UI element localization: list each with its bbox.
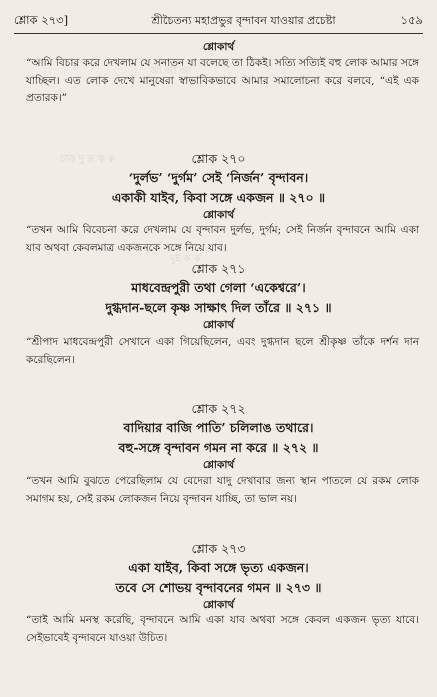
translation-paragraph: “আমি বিচার করে দেখলাম যে সনাতন যা বলেছে তা ঠিকই। সত্যি সত্যিই বহু লোক আমার সঙ্গে যাচ্ছিল। এত লোক দেখে মানুষেরা স্বাভাবিকভাবে আমার সমালোচনা করে বলবে, “এই এক প্রতারক।” (26, 57, 419, 104)
running-header (14, 12, 423, 30)
verse-line: বাদিয়ার বাজি পাতি’ চলিলাঙ তথারে। (123, 420, 314, 435)
verse-block-272 (0, 400, 437, 472)
verse-block-273 (0, 540, 437, 612)
verse-line: বহু-সঙ্গে বৃন্দাবন গমন না করে ॥ ২৭২ ॥ (118, 440, 319, 455)
verse-line: একাকী যাইব, কিবা সঙ্গে একজন ॥ ২৭০ ॥ (111, 190, 326, 205)
page-number: ১৫৯ (400, 12, 423, 27)
verse-number: শ্লোক ২৭৩ (191, 541, 246, 556)
purport-heading (0, 40, 437, 54)
verse-line: দুগ্ধদান-ছলে কৃষ্ণ সাক্ষাৎ দিল তাঁরে ॥ ২৭১ ॥ (105, 300, 332, 315)
translation-paragraph: “শ্রীপাদ মাধবেন্দ্রপুরী সেখানে একা গিয়েছিলেন, এবং দুগ্ধদান ছলে শ্রীকৃষ্ণ তাঁকে দর্শন দান করেছিলেন। (26, 336, 419, 366)
translation-paragraph: “তখন আমি বুঝতে পেরেছিলাম যে বেদেরা যাদু দেখাবার জন্য স্থান পাতলে যে রকম লোক সমাগম হয়, সেই রকম লোকজন নিয়ে বৃন্দাবন যাচ্ছি, তা ভাল নয়। (26, 475, 419, 505)
verse-line: মাধবেন্দ্রপুরী তথা গেলা ‘একেশ্বরে’। (131, 280, 306, 295)
verse-number: শ্লোক ২৭০ (191, 151, 246, 166)
translation-paragraph: “তাই আমি মনস্থ করেছি, বৃন্দাবনে আমি একা যাব অথবা সঙ্গে কেবল একজন ভৃত্য যাবে। সেইভাবেই বৃন্দাবনে যাওয়া উচিত। (26, 614, 419, 644)
bleed-through: ঢাক দু ত ক ক (60, 154, 116, 165)
translation-paragraph: “তখন আমি বিবেচনা করে দেখলাম যে বৃন্দাবন দুর্লভ, দুর্গম; সেই নির্জন বৃন্দাবনে আমি একা যাব অথবা কেবলমাত্র একজনকে সঙ্গে নিয়ে যাব। (26, 224, 419, 254)
verse-line: তবে সে শোভয় বৃন্দাবনের গমন ॥ ২৭৩ ॥ (115, 580, 322, 595)
bleed-through: দুই ক ক (170, 254, 201, 265)
bleed-through: আ আ আ (150, 66, 192, 77)
translation-label: শ্লোকার্থ (202, 209, 235, 221)
translation-label: শ্লোকার্থ (202, 319, 235, 331)
verse-number: শ্লোক ২৭২ (191, 401, 246, 416)
verse-block-270 (0, 150, 437, 222)
translation-label: শ্লোকার্থ (202, 459, 235, 471)
header-rule (14, 33, 423, 34)
verse-number: শ্লোক ২৭১ (191, 261, 246, 276)
header-verse-range: শ্লোক ২৭৩] (14, 12, 69, 27)
verse-line: ‘দুর্লভ’ ‘দুর্গম’ সেই ‘নির্জন’ বৃন্দাবন। (128, 170, 309, 185)
translation-label: শ্লোকার্থ (202, 599, 235, 611)
verse-block-271 (0, 260, 437, 332)
verse-line: একা যাইব, কিবা সঙ্গে ভৃত্য একজন। (128, 560, 309, 575)
translation-label: শ্লোকার্থ (202, 41, 235, 53)
header-chapter-title: শ্রীচৈতন্য মহাপ্রভুর বৃন্দাবন যাওয়ার প্রচেষ্টা (151, 13, 336, 27)
